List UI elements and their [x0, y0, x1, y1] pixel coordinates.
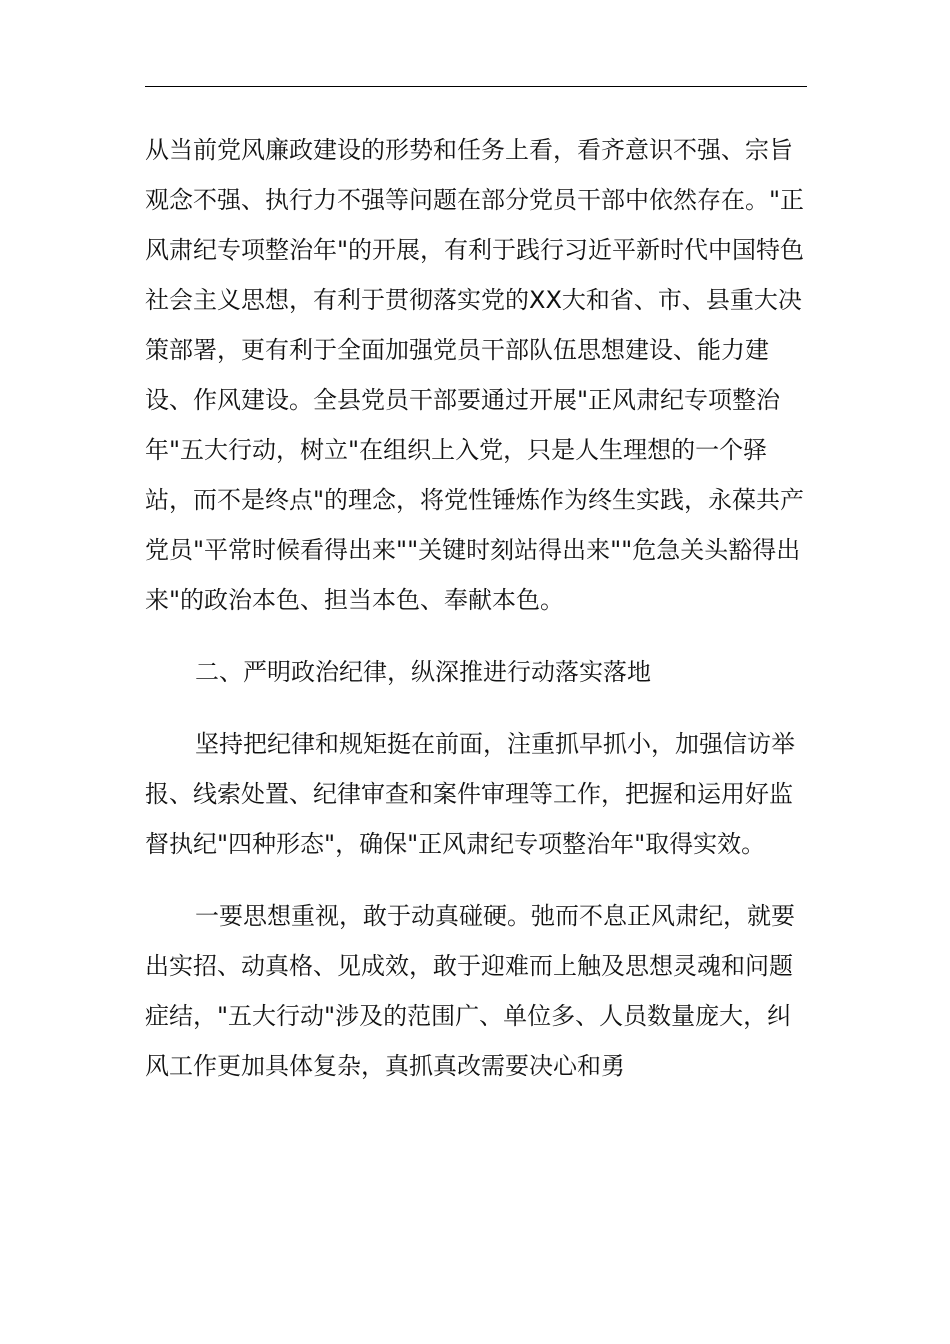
header-rule [145, 86, 807, 87]
paragraph-situation: 从当前党风廉政建设的形势和任务上看，看齐意识不强、宗旨观念不强、执行力不强等问题在部分党员干部中依然存在。"正风肃纪专项整治年"的开展，有利于践行习近平新时代中国特色社会主义思想，有利于贯彻落实党的XX大和省、市、县重大决策部署，更有利于全面加强党员干部队伍思想建设、能力建设、作风建设。全县党员干部要通过开展"正风肃纪专项整治年"五大行动，树立"在组织上入党，只是人生理想的一个驿站，而不是终点"的理念，将党性锤炼作为终生实践，永葆共产党员"平常时候看得出来""关键时刻站得出来""危急关头豁得出来"的政治本色、担当本色、奉献本色。 [145, 136, 805, 614]
document-body [145, 125, 813, 1091]
paragraph-discipline-rules: 坚持把纪律和规矩挺在前面，注重抓早抓小，加强信访举报、线索处置、纪律审查和案件审理等工作，把握和运用好监督执纪"四种形态"，确保"正风肃纪专项整治年"取得实效。 [145, 730, 795, 858]
section-heading-political-discipline: 二、严明政治纪律，纵深推进行动落实落地 [195, 658, 651, 686]
paragraph-ideological-emphasis: 一要思想重视，敢于动真碰硬。弛而不息正风肃纪，就要出实招、动真格、见成效，敢于迎难而上触及思想灵魂和问题症结，"五大行动"涉及的范围广、单位多、人员数量庞大，纠风工作更加具体复杂，真抓真改需要决心和勇 [145, 902, 795, 1080]
